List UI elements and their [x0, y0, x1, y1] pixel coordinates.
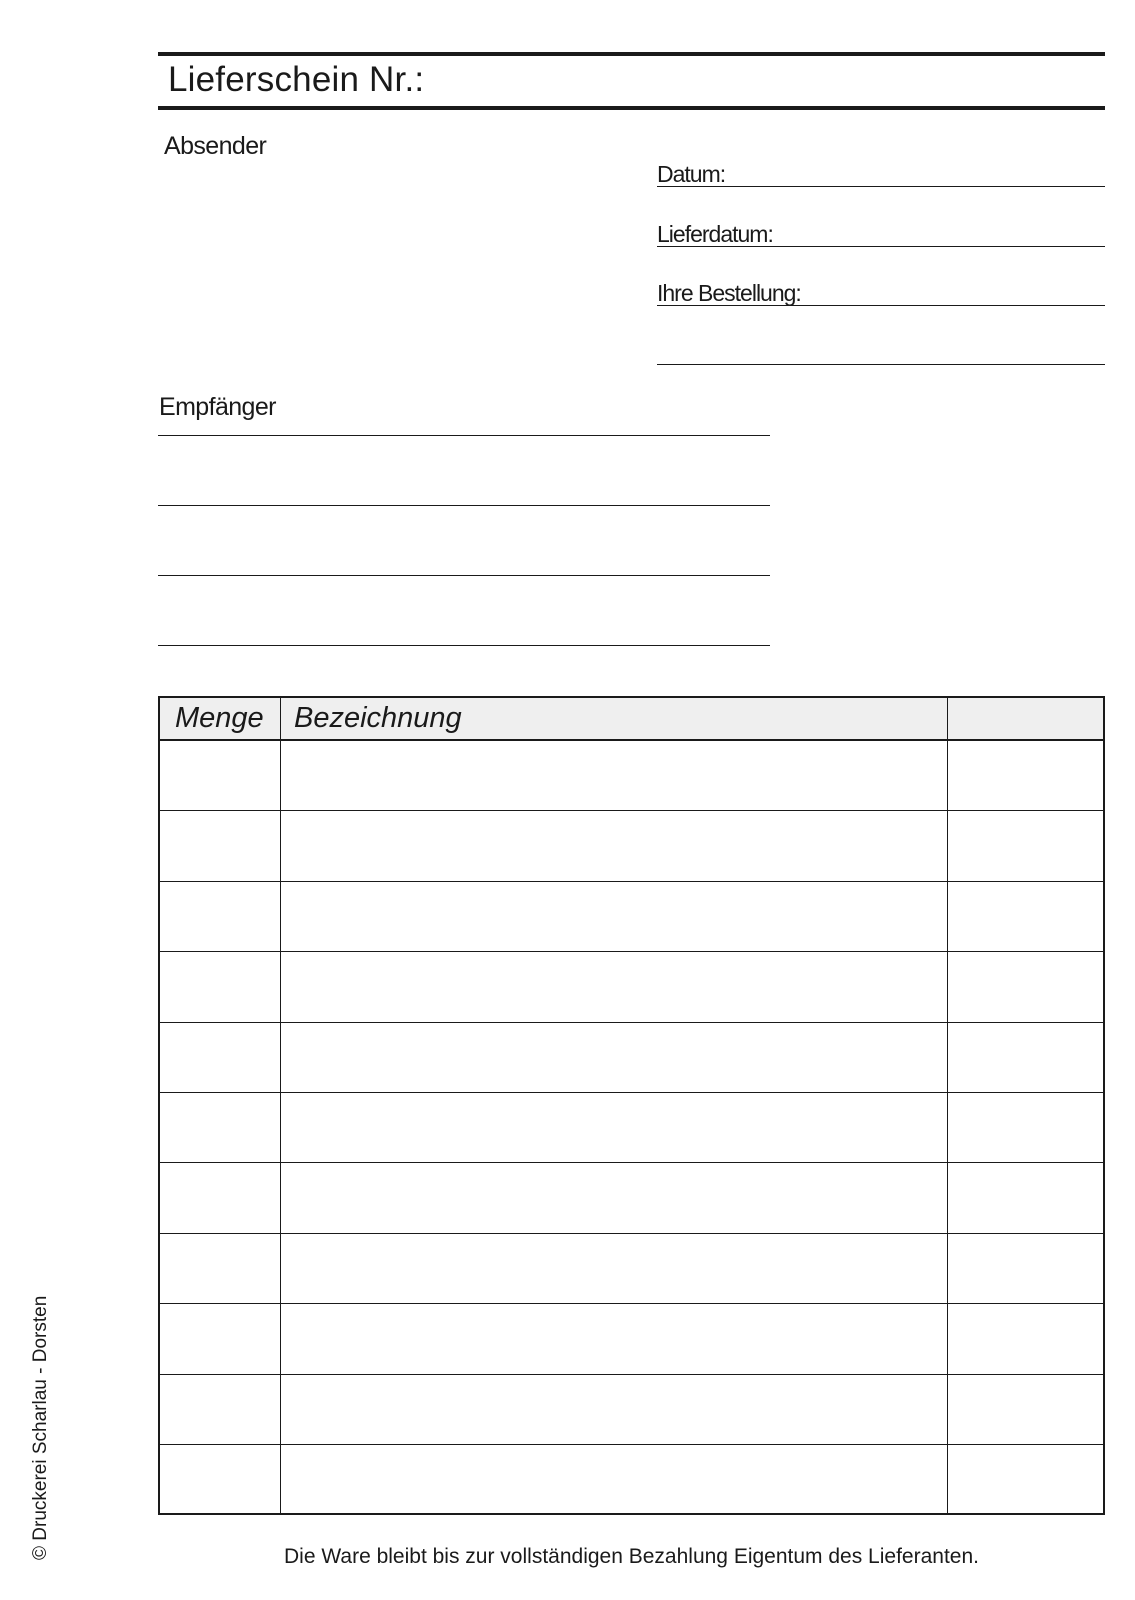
quantity-cell[interactable] [160, 1234, 280, 1303]
recipient-label: Empfänger [159, 393, 276, 421]
description-cell[interactable] [281, 1375, 947, 1444]
column-divider [280, 698, 281, 1513]
table-row [160, 1163, 1103, 1233]
quantity-cell[interactable] [160, 741, 280, 810]
items-table [158, 696, 1105, 1515]
date-field[interactable] [657, 156, 1105, 187]
description-cell[interactable] [281, 1304, 947, 1373]
column-divider [947, 698, 948, 1513]
copyright-notice: © Druckerei Scharlau - Dorsten [30, 1295, 51, 1560]
extra-cell[interactable] [948, 1234, 1103, 1303]
delivery-date-field[interactable] [657, 216, 1105, 247]
table-row [160, 811, 1103, 881]
document-title: Lieferschein Nr.: [168, 60, 425, 99]
description-cell[interactable] [281, 1093, 947, 1162]
extra-cell[interactable] [948, 1375, 1103, 1444]
blank-field[interactable] [657, 334, 1105, 365]
description-cell[interactable] [281, 1234, 947, 1303]
column-header-quantity: Menge [175, 702, 264, 734]
recipient-line-2[interactable] [158, 505, 770, 506]
table-body [160, 741, 1103, 1515]
extra-cell[interactable] [948, 811, 1103, 880]
extra-cell[interactable] [948, 1163, 1103, 1232]
description-cell[interactable] [281, 882, 947, 951]
column-header-description: Bezeichnung [294, 702, 462, 734]
description-cell[interactable] [281, 1445, 947, 1515]
extra-cell[interactable] [948, 952, 1103, 1021]
table-row [160, 882, 1103, 952]
quantity-cell[interactable] [160, 882, 280, 951]
table-header [160, 698, 1103, 741]
quantity-cell[interactable] [160, 952, 280, 1021]
quantity-cell[interactable] [160, 1093, 280, 1162]
recipient-line-1[interactable] [158, 435, 770, 436]
quantity-cell[interactable] [160, 1023, 280, 1092]
table-row [160, 1375, 1103, 1445]
your-order-label: Ihre Bestellung: [657, 280, 801, 306]
table-row [160, 1234, 1103, 1304]
recipient-line-4[interactable] [158, 645, 770, 646]
extra-cell[interactable] [948, 882, 1103, 951]
extra-cell[interactable] [948, 1445, 1103, 1515]
delivery-date-label: Lieferdatum: [657, 221, 773, 247]
description-cell[interactable] [281, 811, 947, 880]
table-row [160, 1023, 1103, 1093]
description-cell[interactable] [281, 741, 947, 810]
description-cell[interactable] [281, 1163, 947, 1232]
extra-cell[interactable] [948, 1023, 1103, 1092]
date-label: Datum: [657, 161, 726, 187]
quantity-cell[interactable] [160, 1163, 280, 1232]
extra-cell[interactable] [948, 741, 1103, 810]
extra-cell[interactable] [948, 1304, 1103, 1373]
quantity-cell[interactable] [160, 1445, 280, 1515]
quantity-cell[interactable] [160, 811, 280, 880]
table-row [160, 1093, 1103, 1163]
table-row [160, 741, 1103, 811]
your-order-field[interactable] [657, 275, 1105, 306]
table-row [160, 952, 1103, 1022]
quantity-cell[interactable] [160, 1375, 280, 1444]
title-bottom-rule [158, 106, 1105, 110]
quantity-cell[interactable] [160, 1304, 280, 1373]
ownership-note: Die Ware bleibt bis zur vollständigen Bezahlung Eigentum des Lieferanten. [284, 1545, 979, 1568]
table-row [160, 1304, 1103, 1374]
table-row [160, 1445, 1103, 1515]
description-cell[interactable] [281, 1023, 947, 1092]
description-cell[interactable] [281, 952, 947, 1021]
recipient-line-3[interactable] [158, 575, 770, 576]
sender-label: Absender [164, 132, 267, 160]
extra-cell[interactable] [948, 1093, 1103, 1162]
